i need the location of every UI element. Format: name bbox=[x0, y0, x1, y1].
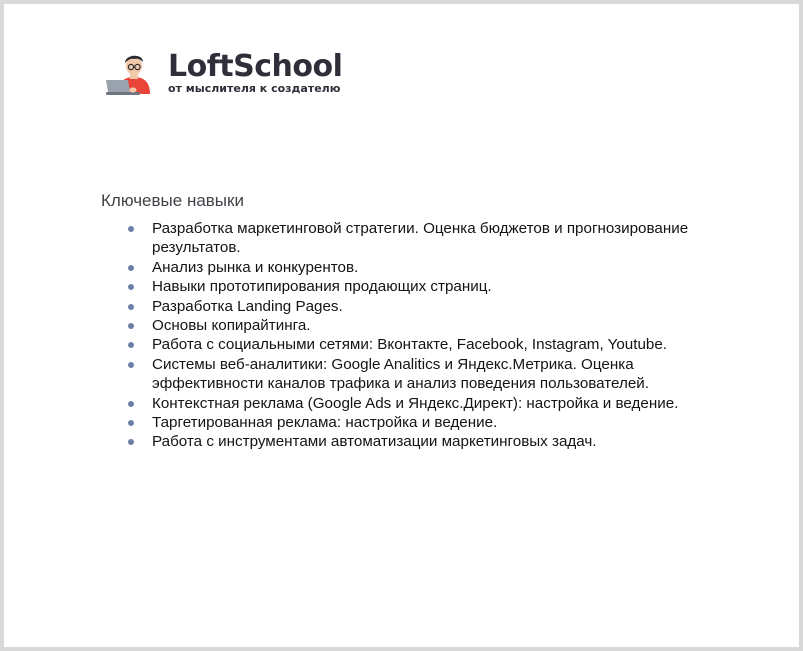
list-item-text: Основы копирайтинга. bbox=[152, 317, 311, 335]
list-item bbox=[128, 413, 728, 432]
loftschool-logo bbox=[104, 50, 342, 98]
list-item-text: Таргетированная реклама: настройка и ведение. bbox=[152, 414, 498, 432]
bullet-icon bbox=[128, 439, 134, 445]
bullet-icon bbox=[128, 304, 134, 310]
logo-text bbox=[168, 49, 343, 95]
skills-list bbox=[128, 219, 728, 452]
list-item bbox=[128, 316, 728, 335]
list-item-text: Навыки прототипирования продающих страниц. bbox=[152, 278, 492, 296]
list-item bbox=[128, 258, 728, 277]
list-item bbox=[128, 432, 728, 451]
section-title: Ключевые навыки bbox=[101, 191, 244, 210]
list-item-text: Системы веб-аналитики: Google Analitics и Яндекс.Метрика. Оценка эффективности каналов трафика и анализ поведения пользователей. bbox=[152, 355, 650, 393]
bullet-icon bbox=[128, 362, 134, 368]
bullet-icon bbox=[128, 265, 134, 271]
list-item-text: Разработка Landing Pages. bbox=[152, 297, 343, 315]
bullet-icon bbox=[128, 323, 134, 329]
list-item-text: Анализ рынка и конкурентов. bbox=[152, 258, 359, 276]
bullet-icon bbox=[128, 226, 134, 232]
list-item bbox=[128, 297, 728, 316]
bullet-icon bbox=[128, 342, 134, 348]
list-item bbox=[128, 335, 728, 354]
list-item bbox=[128, 277, 728, 296]
logo-title: LoftSchool bbox=[168, 49, 343, 84]
bullet-icon bbox=[128, 284, 134, 290]
list-item-text: Контекстная реклама (Google Ads и Яндекс.Директ): настройка и ведение. bbox=[152, 394, 679, 412]
list-item bbox=[128, 355, 728, 394]
list-item-text: Разработка маркетинговой стратегии. Оценка бюджетов и прогнозирование результатов. bbox=[152, 220, 689, 257]
list-item-text: Работа с инструментами автоматизации маркетинговых задач. bbox=[152, 433, 597, 451]
logo-subtitle: от мыслителя к создателю bbox=[168, 82, 341, 95]
person-laptop-icon bbox=[104, 50, 162, 98]
list-item bbox=[128, 219, 728, 258]
bullet-icon bbox=[128, 420, 134, 426]
list-item-text: Работа с социальными сетями: Вконтакте, Facebook, Instagram, Youtube. bbox=[152, 336, 668, 354]
bullet-icon bbox=[128, 401, 134, 407]
document-page bbox=[4, 4, 799, 647]
list-item bbox=[128, 394, 728, 413]
